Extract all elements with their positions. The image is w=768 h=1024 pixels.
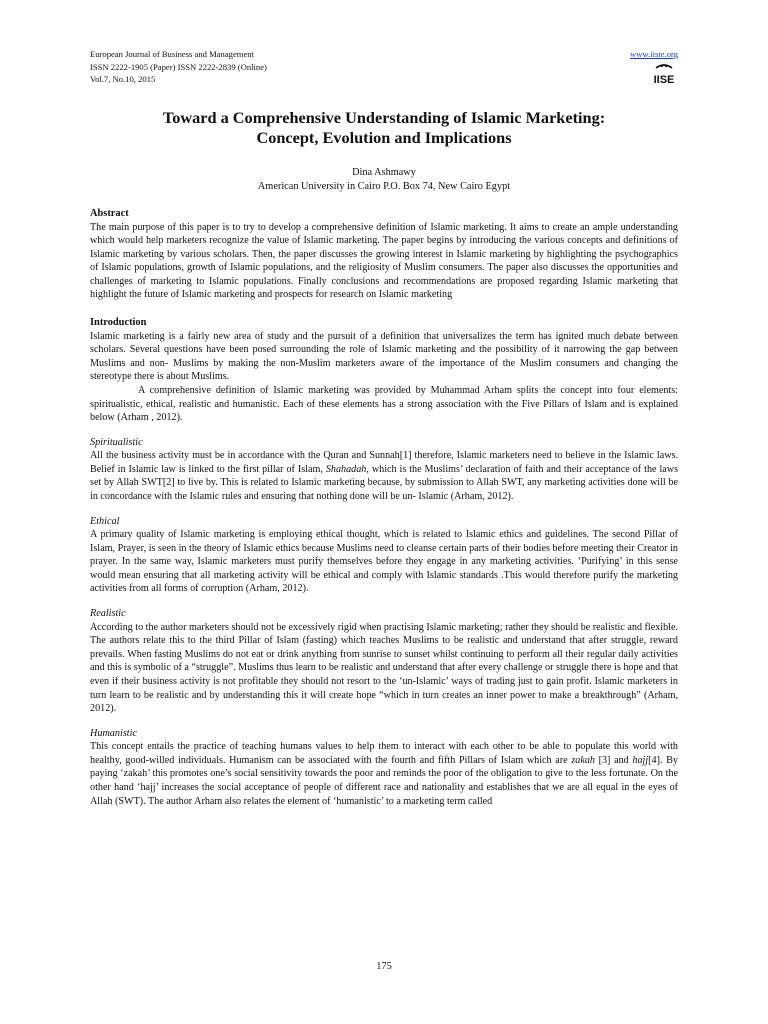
author-name: Dina Ashmawy bbox=[352, 167, 416, 178]
humanistic-text-3: [4]. By paying ‘zakah’ this promotes one’s social sensitivity towards the poor and reminds the poor of the obligation to give to the less fortunate. On the other hand ‘hajj’ increases the social acceptance of people of different race and nationality and establishes that we are all equal in the eyes of Allah (SWT). The author Arham also relates the element of ‘humanistic’ to a marketing term called bbox=[90, 754, 678, 807]
realistic-paragraph: According to the author marketers should not be excessively rigid when practising Islamic marketing; rather they should be realistic and flexible. The authors relate this to the third Pillar of Islam (fasting) which teaches Muslims to be realistic and understand that after struggle, reward prevails. When fasting Muslims do not eat or drink anything from sunrise to sunset whilst continuing to perform all their regular daily activities and this is symbolic of a “struggle”. Muslims thus learn to be realistic and understand that after every challenge or struggle there is hope and that even if their business activity is not profitable they should not resort to the ‘un-Islamic’ ways of trading just to gain profit. Islamic marketers in turn learn to be realistic and by understanding this it will create hope “which in turn creates an inner power to make a breakthrough” (Arham, 2012). bbox=[90, 621, 678, 715]
ethical-heading: Ethical bbox=[90, 515, 120, 527]
humanistic-term-zakah: zakah bbox=[571, 754, 595, 766]
humanistic-paragraph bbox=[90, 740, 678, 808]
paper-title-line-1: Toward a Comprehensive Understanding of Islamic Marketing: bbox=[162, 108, 606, 127]
journal-meta bbox=[90, 48, 678, 86]
ethical-paragraph: A primary quality of Islamic marketing is employing ethical thought, which is related to Islamic ethics and guidelines. The second Pillar of Islam, Prayer, is seen in the theory of Islamic ethics because Muslims need to cleanse certain parts of their bodies before meeting their Creator in prayer. In the same way, Islamic marketers must purify themselves before they engage in any marketing activities. ‘Purifying’ in this sense would mean ensuring that all marketing activity will be ethical and comply with Islamic standards .This would therefore purify the marketing activities from all forms of corruption (Arham, 2012). bbox=[90, 529, 678, 595]
journal-url-link[interactable]: www.iiste.org bbox=[630, 49, 678, 59]
iiste-logo-icon bbox=[652, 62, 676, 88]
spiritualistic-text-1: All the business activity must be in accordance with the Quran and Sunnah[1] therefore, Islamic marketers need to believe in the Islamic laws. Belief in Islamic law is linked to the first pillar of Islam, bbox=[90, 450, 678, 475]
journal-name: European Journal of Business and Management bbox=[90, 49, 254, 59]
page-number: 175 bbox=[376, 961, 392, 972]
humanistic-term-hajj: hajj bbox=[632, 754, 649, 766]
introduction-paragraph-1: Islamic marketing is a fairly new area of study and the pursuit of a definition that universalizes the term has ignited much debate between scholars. Several questions have been posed surrounding the role of Islamic marketing and the possibility of it narrowing the gap between Muslims and non- Muslims by making the non-Muslim marketers aware of the importance of the Muslim consumers and changing the stereotype there is about Muslims. bbox=[90, 330, 678, 383]
introduction-paragraph-2: A comprehensive definition of Islamic marketing was provided by Muhammad Arham splits the concept into four elements: spiritualistic, ethical, realistic and humanistic. Each of these elements has a strong association with the Five Pillars of Islam and is explained below (Arham , 2012). bbox=[90, 384, 678, 424]
journal-issn: ISSN 2222-1905 (Paper) ISSN 2222-2839 (Online) bbox=[90, 61, 267, 72]
author-block bbox=[90, 166, 678, 193]
humanistic-heading: Humanistic bbox=[90, 727, 137, 739]
paper-page bbox=[90, 48, 678, 808]
humanistic-text-1: This concept entails the practice of teaching humans values to help them to interact with each other to be able to populate this world with healthy, good-willed individuals. Humanism can be associated with the fourth and fifth Pillars of Islam which are bbox=[90, 741, 678, 766]
iiste-logo-text: IISE bbox=[653, 74, 675, 86]
realistic-heading: Realistic bbox=[90, 608, 126, 620]
abstract-heading: Abstract bbox=[90, 208, 129, 219]
abstract-text: The main purpose of this paper is to try to develop a comprehensive definition of Islamic marketing. It aims to create an ample understanding which would help marketers recognize the value of Islamic marketing. The paper begins by introducing the various concepts and definitions of Islamic marketing by various scholars. Then, the paper discusses the growing interest in Islamic marketing by highlighting the psychographics of Islamic populations, growth of Islamic populations, and the religiosity of Muslim consumers. The paper also discusses the opportunities and challenges of marketing to Islamic populations. Finally conclusions and recommendations are proposed regarding Islamic marketing that highlight the future of Islamic marketing and prospects for research on Islamic marketing bbox=[90, 221, 678, 301]
spiritualistic-heading: Spiritualistic bbox=[90, 436, 143, 448]
paper-title bbox=[90, 108, 678, 148]
spiritualistic-text-2: , which is the Muslims’ declaration of faith and their acceptance of the laws set by Allah SWT[2] to live by. This is related to Islamic marketing because, by submission to Allah SWT, any marketing activities done will be in concordance with the Islamic rules and ensuring that nothing done will be un- Islamic (Arham, 2012). bbox=[90, 463, 679, 502]
spiritualistic-paragraph bbox=[90, 449, 678, 503]
author-affiliation: American University in Cairo P.O. Box 74, New Cairo Egypt bbox=[257, 180, 511, 192]
journal-volume: Vol.7, No.10, 2015 bbox=[90, 74, 156, 85]
spiritualistic-term: Shahadah bbox=[325, 463, 367, 475]
journal-header bbox=[90, 48, 678, 96]
humanistic-text-2: [3] and bbox=[594, 754, 633, 766]
introduction-heading: Introduction bbox=[90, 317, 147, 329]
paper-title-line-2: Concept, Evolution and Implications bbox=[256, 128, 512, 147]
